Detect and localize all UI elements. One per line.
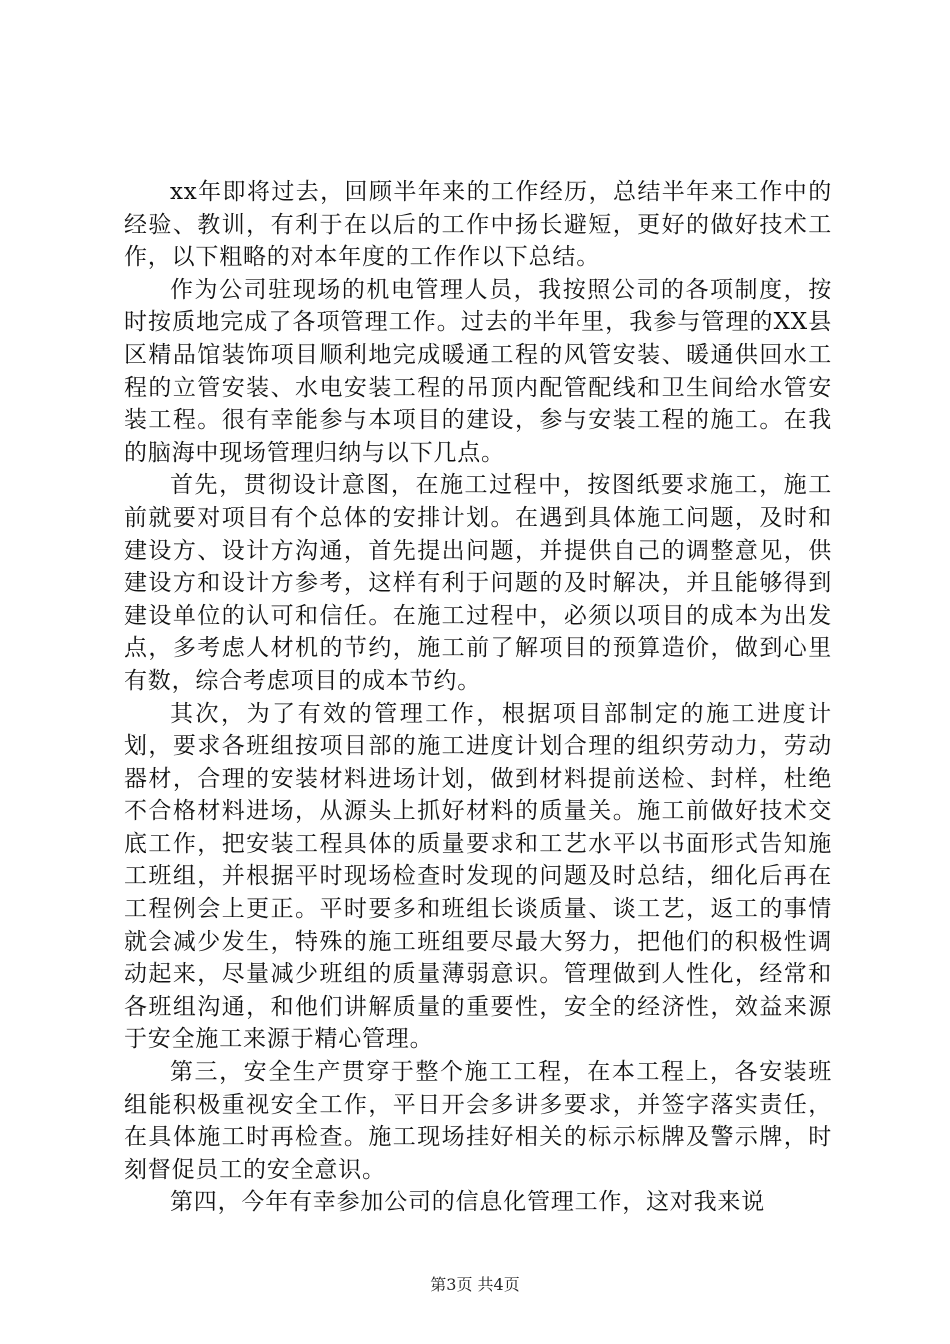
document-body <box>124 176 832 1219</box>
paragraph-second: 其次，为了有效的管理工作，根据项目部制定的施工进度计划，要求各班组按项目部的施工进度计划合理的组织劳动力，劳动器材，合理的安装材料进场计划，做到材料提前送检、封样，杜绝不合格材料进场，从源头上抓好材料的质量关。施工前做好技术交底工作，把安装工程具体的质量要求和工艺水平以书面形式告知施工班组，并根据平时现场检查时发现的问题及时总结，细化后再在工程例会上更正。平时要多和班组长谈质量、谈工艺，返工的事情就会减少发生，特殊的施工班组要尽最大努力，把他们的积极性调动起来，尽量减少班组的质量薄弱意识。管理做到人性化，经常和各班组沟通，和他们讲解质量的重要性，安全的经济性，效益来源于安全施工来源于精心管理。 <box>124 700 832 1053</box>
paragraph-third: 第三，安全生产贯穿于整个施工工程，在本工程上，各安装班组能积极重视安全工作，平日开会多讲多要求，并签字落实责任，在具体施工时再检查。施工现场挂好相关的标示标牌及警示牌，时刻督促员工的安全意识。 <box>124 1059 832 1183</box>
paragraph-first: 首先，贯彻设计意图，在施工过程中，按图纸要求施工，施工前就要对项目有个总体的安排计划。在遇到具体施工问题，及时和建设方、设计方沟通，首先提出问题，并提供自己的调整意见，供建设方和设计方参考，这样有利于问题的及时解决，并且能够得到建设单位的认可和信任。在施工过程中，必须以项目的成本为出发点，多考虑人材机的节约，施工前了解项目的预算造价，做到心里有数，综合考虑项目的成本节约。 <box>124 472 832 694</box>
paragraph-fourth: 第四，今年有幸参加公司的信息化管理工作，这对我来说 <box>170 1189 765 1216</box>
page-number-footer: 第3页 共4页 <box>430 1275 520 1294</box>
paragraph-role: 作为公司驻现场的机电管理人员，我按照公司的各项制度，按时按质地完成了各项管理工作。过去的半年里，我参与管理的XX县区精品馆装饰项目顺利地完成暖通工程的风管安装、暖通供回水工程的立管安装、水电安装工程的吊顶内配管配线和卫生间给水管安装工程。很有幸能参与本项目的建设，参与安装工程的施工。在我的脑海中现场管理归纳与以下几点。 <box>124 276 832 466</box>
paragraph-intro: xx年即将过去，回顾半年来的工作经历，总结半年来工作中的经验、教训，有利于在以后的工作中扬长避短，更好的做好技术工作，以下粗略的对本年度的工作作以下总结。 <box>124 179 832 271</box>
